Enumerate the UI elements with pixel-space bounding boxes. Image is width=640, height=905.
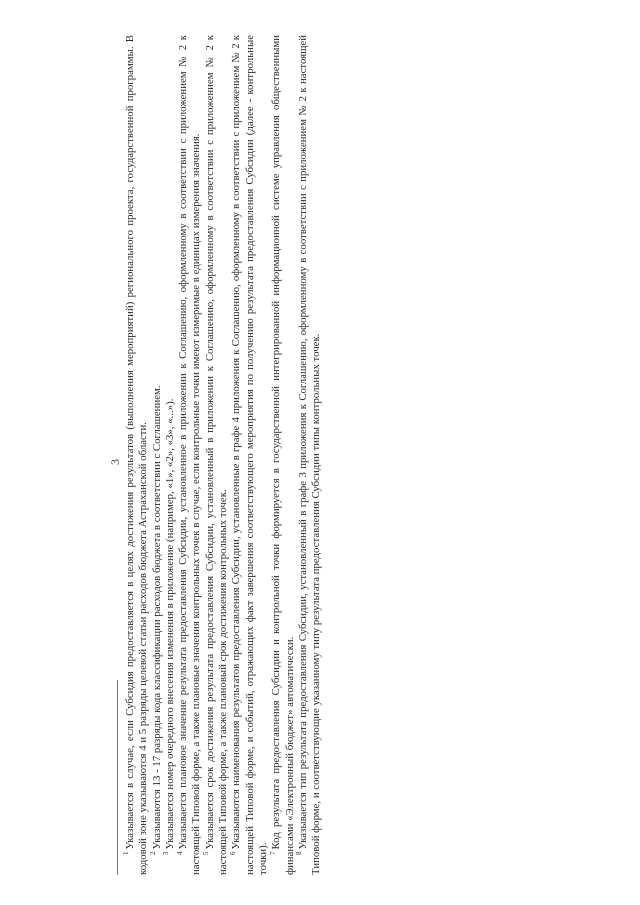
footnote-3 (164, 35, 177, 875)
footnote-mark: 8 (295, 851, 304, 855)
footnote-text: Код результата предоставления Субсидии и контрольной точки формируется в государственной интегрированной информационной системе управления общественными финансами «Электронный бюджет» автоматически. (270, 35, 296, 875)
footnote-6 (230, 35, 270, 875)
document-page (80, 15, 640, 895)
footnote-mark: 1 (122, 851, 131, 855)
footnote-7 (270, 35, 297, 875)
footnote-8 (297, 35, 324, 875)
footnote-mark: 2 (149, 851, 157, 855)
footnote-mark: 6 (228, 851, 237, 855)
footnote-mark: 4 (175, 851, 184, 855)
page-number: 3 (108, 459, 122, 465)
footnote-1 (124, 35, 151, 875)
footnote-mark: 5 (202, 851, 211, 855)
footnote-4 (177, 35, 204, 875)
footnote-mark: 3 (162, 851, 171, 855)
footnote-text: Указываются 13 - 17 разряды кода классификации расходов бюджета в соответствии с Соглашением. (150, 385, 163, 850)
footnotes-block (124, 35, 323, 875)
footnote-text: Указывается плановое значение результата предоставления Субсидии, установленное в приложении к Соглашению, оформленному в соответствии с приложением № 2 к настоящей Типовой форме, а также плановые значения контрольных точек в случае, если контрольные точки имеют измеримые в единицах измерения значения. (177, 35, 203, 875)
footnote-text: Указываются наименования результатов предоставления Субсидии, установленные в графе 4 приложения к Соглашению, оформленному в соответствии с приложением № 2 к настоящей Типовой форме, и событий, отражающих факт завершения соответствующего мероприятия по получению результата предоставления Субсидии (далее - контрольные точки). (230, 35, 269, 875)
footnote-5 (204, 35, 231, 875)
footnote-mark: 7 (268, 851, 277, 855)
footnote-text: Указывается срок достижения результата предоставления Субсидии, установленный в приложении к Соглашению, оформленному в соответствии с приложением № 2 к настоящей Типовой форме, а также плановый срок достижения контрольных точек. (203, 35, 230, 875)
footnote-text: Указывается тип результата предоставления Субсидии, установленный в графе 3 приложения к Соглашению, оформленному в соответствии с приложением № 2 к настоящей Типовой форме, и соответствующие указанному типу результата предоставления Субсидии типы контрольных точек. (296, 35, 323, 875)
footnote-separator-line (117, 680, 118, 875)
footnote-2 (151, 35, 164, 875)
footnote-text: Указывается номер очередного внесения изменения в приложение (например, «1», «2», «3», «...»). (163, 398, 176, 850)
footnote-text: Указывается в случае, если Субсидия предоставляется в целях достижения результатов (выполнения мероприятий) регионального проекта, государственной программы. В кодовой зоне указываются 4 и 5 разряды целевой статьи расходов бюджета Астраханской области. (124, 35, 150, 875)
